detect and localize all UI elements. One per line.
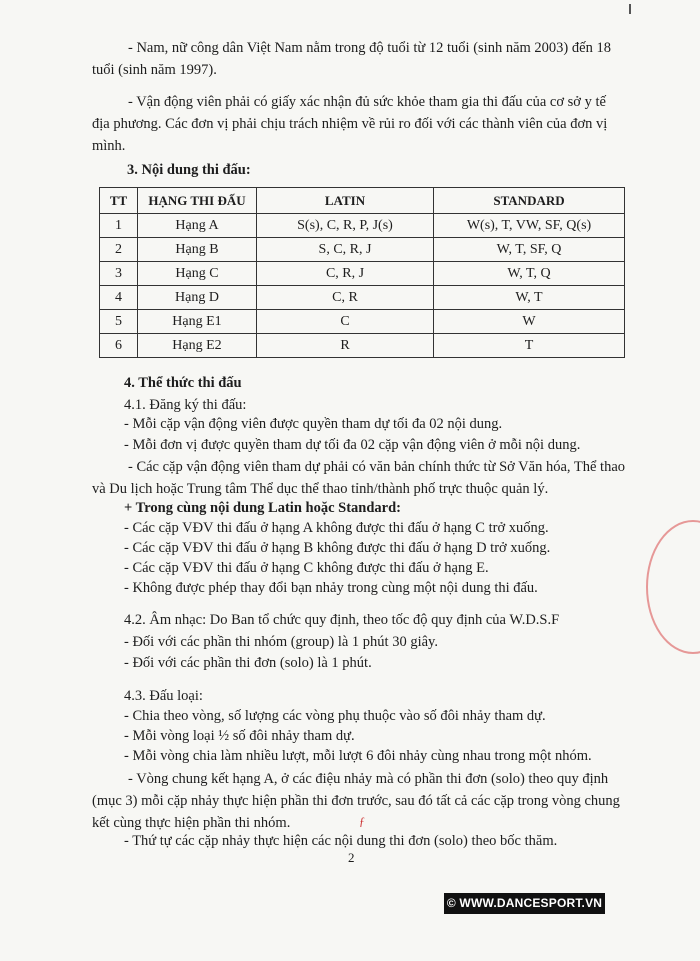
watermark-badge: © WWW.DANCESPORT.VN xyxy=(444,893,605,914)
health-certificate-paragraph: - Vận động viên phải có giấy xác nhận đủ sức khỏe tham gia thi đấu của cơ sở y tế địa phương. Các đơn vị phải chịu trách nhiệm về rủi ro đối với các thành viên của đơn vị mình. xyxy=(92,94,608,154)
table-cell: 1 xyxy=(100,214,138,238)
table-cell: 5 xyxy=(100,310,138,334)
table-cell: W, T xyxy=(434,286,625,310)
scan-mark xyxy=(629,4,635,14)
table-cell: Hạng E1 xyxy=(138,310,257,334)
registration-rule-3: - Các cặp vận động viên tham dự phải có văn bản chính thức từ Sở Văn hóa, Thể thao và Du lịch hoặc Trung tâm Thể dục thể thao tỉnh/thành phố trực thuộc quản lý. xyxy=(92,459,626,497)
table-cell: W xyxy=(434,310,625,334)
section-3-heading: 3. Nội dung thi đấu: xyxy=(127,162,251,178)
red-stamp xyxy=(646,520,700,654)
table-cell: 2 xyxy=(100,238,138,262)
section-4-1-heading: 4.1. Đăng ký thi đấu: xyxy=(124,397,247,413)
table-cell: T xyxy=(434,334,625,358)
music-solo-duration: - Đối với các phần thi đơn (solo) là 1 phút. xyxy=(124,655,372,671)
elimination-rule-5: - Thứ tự các cặp nhảy thực hiện các nội dung thi đơn (solo) theo bốc thăm. xyxy=(124,833,558,849)
section-4-2-music: 4.2. Âm nhạc: Do Ban tổ chức quy định, theo tốc độ quy định của W.D.S.F xyxy=(124,612,560,628)
table-row xyxy=(100,286,625,310)
table-row xyxy=(100,310,625,334)
class-rule-1: - Các cặp VĐV thi đấu ở hạng A không được thi đấu ở hạng C trở xuống. xyxy=(124,520,549,536)
table-cell: 6 xyxy=(100,334,138,358)
table-cell: W, T, SF, Q xyxy=(434,238,625,262)
table-cell: S(s), C, R, P, J(s) xyxy=(257,214,434,238)
table-cell: Hạng E2 xyxy=(138,334,257,358)
elimination-rule-1: - Chia theo vòng, số lượng các vòng phụ thuộc vào số đôi nhảy tham dự. xyxy=(124,708,546,724)
registration-rule-1: - Mỗi cặp vận động viên được quyền tham dự tối đa 02 nội dung. xyxy=(124,416,503,432)
header-latin: LATIN xyxy=(257,188,434,214)
table-cell: W(s), T, VW, SF, Q(s) xyxy=(434,214,625,238)
latin-standard-subheading: + Trong cùng nội dung Latin hoặc Standard: xyxy=(124,500,402,516)
header-tt: TT xyxy=(100,188,138,214)
registration-rule-2: - Mỗi đơn vị được quyền tham dự tối đa 02 cặp vận động viên ở mỗi nội dung. xyxy=(124,437,581,453)
table-cell: S, C, R, J xyxy=(257,238,434,262)
table-cell: Hạng A xyxy=(138,214,257,238)
page-number: 2 xyxy=(348,850,355,865)
table-row xyxy=(100,262,625,286)
class-rule-2: - Các cặp VĐV thi đấu ở hạng B không được thi đấu ở hạng D trở xuống. xyxy=(124,540,551,556)
table-cell: Hạng C xyxy=(138,262,257,286)
elimination-rule-2: - Mỗi vòng loại ½ số đôi nhảy tham dự. xyxy=(124,728,355,744)
table-cell: C, R, J xyxy=(257,262,434,286)
header-class: HẠNG THI ĐẤU xyxy=(138,188,257,214)
competition-content-table xyxy=(99,187,625,358)
table-cell: C, R xyxy=(257,286,434,310)
eligibility-age-paragraph: - Nam, nữ công dân Việt Nam nằm trong độ tuổi từ 12 tuổi (sinh năm 2003) đến 18 tuổi (sinh năm 1997). xyxy=(92,40,611,78)
pen-mark: ƒ xyxy=(359,814,365,828)
header-standard: STANDARD xyxy=(434,188,625,214)
table-cell: C xyxy=(257,310,434,334)
section-4-3-heading: 4.3. Đấu loại: xyxy=(124,688,203,704)
table-header-row xyxy=(100,188,625,214)
table-cell: Hạng B xyxy=(138,238,257,262)
table-cell: Hạng D xyxy=(138,286,257,310)
table-row xyxy=(100,238,625,262)
class-rule-4: - Không được phép thay đổi bạn nhảy trong cùng một nội dung thi đấu. xyxy=(124,580,538,596)
music-group-duration: - Đối với các phần thi nhóm (group) là 1 phút 30 giây. xyxy=(124,634,438,650)
table-cell: 3 xyxy=(100,262,138,286)
section-4-heading: 4. Thể thức thi đấu xyxy=(124,375,242,391)
table-cell: W, T, Q xyxy=(434,262,625,286)
elimination-rule-3: - Mỗi vòng chia làm nhiều lượt, mỗi lượt 6 đôi nhảy cùng nhau trong một nhóm. xyxy=(124,748,592,764)
table-cell: 4 xyxy=(100,286,138,310)
table-row xyxy=(100,334,625,358)
table-row xyxy=(100,214,625,238)
elimination-rule-4: - Vòng chung kết hạng A, ở các điệu nhảy mà có phần thi đơn (solo) theo quy định (mục 3) mỗi cặp nhảy thực hiện phần thi đơn trước, sau đó tất cả các cặp trong vòng chung kết cùng thực hiện phần thi nhóm. xyxy=(92,771,620,831)
table-cell: R xyxy=(257,334,434,358)
class-rule-3: - Các cặp VĐV thi đấu ở hạng C không được thi đấu ở hạng E. xyxy=(124,560,489,576)
